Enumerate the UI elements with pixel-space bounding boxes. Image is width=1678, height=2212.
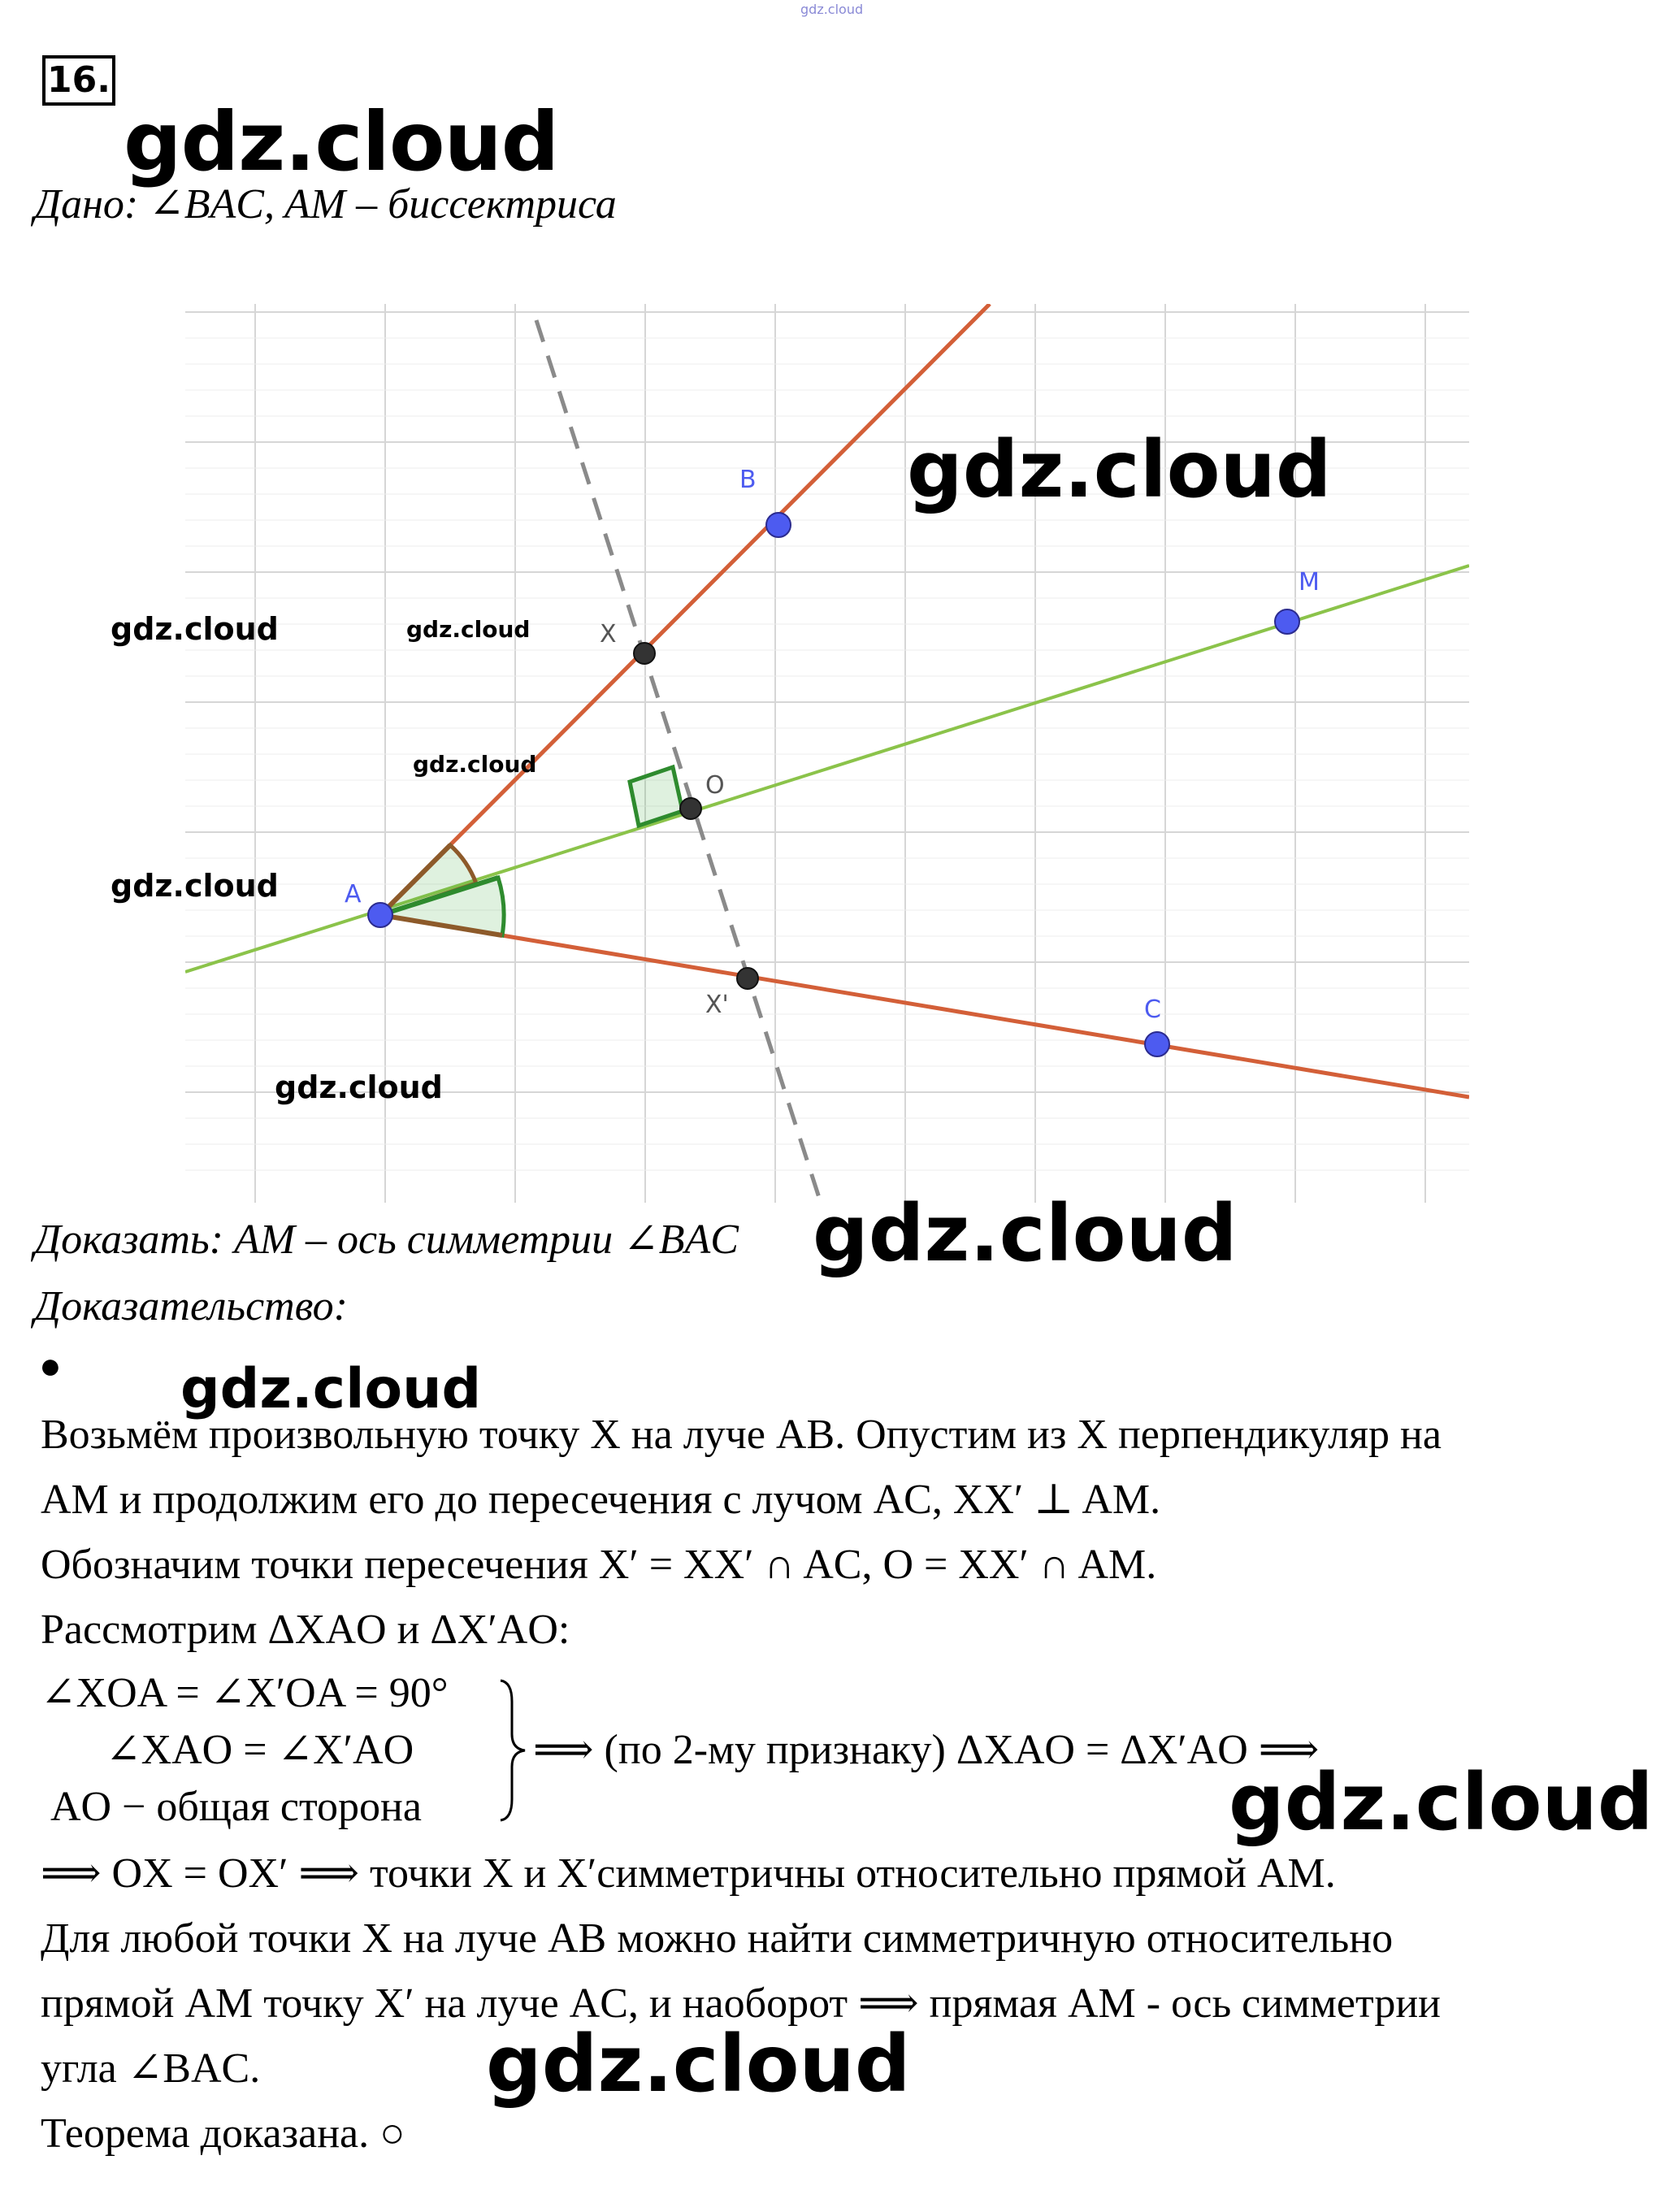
label-x: X: [600, 620, 617, 648]
system-line-2: ∠XAO = ∠X′AO: [106, 1727, 414, 1773]
point-a: [368, 903, 392, 927]
proof-line-2: AM и продолжим его до пересечения с лучом AC, XX′ ⊥ AM.: [41, 1477, 1161, 1523]
label-c: C: [1144, 995, 1161, 1024]
watermark-10: gdz.cloud: [1229, 1757, 1654, 1848]
system-result: ⟹ (по 2-му признаку) ΔXAO = ΔX′AO ⟹: [533, 1727, 1320, 1773]
watermark-4: gdz.cloud: [406, 616, 531, 643]
system-brace: [497, 1677, 530, 1824]
theorem-proved: Теорема доказана. ○: [41, 2110, 405, 2157]
top-watermark: gdz.cloud: [800, 2, 864, 17]
watermark-1: gdz.cloud: [124, 94, 559, 189]
point-o: [680, 798, 701, 819]
line-xx-perpendicular: [536, 320, 821, 1203]
proof-line-3: Обозначим точки пересечения X′ = XX′ ∩ AC, O = XX′ ∩ AM.: [41, 1542, 1157, 1588]
watermark-5: gdz.cloud: [413, 751, 537, 778]
ray-ab: [380, 304, 990, 915]
conclusion-line-4: угла ∠BAC.: [41, 2045, 261, 2092]
prove-line: [34, 1216, 739, 1264]
given-line: [34, 180, 617, 229]
watermark-2: gdz.cloud: [907, 424, 1332, 515]
point-c: [1145, 1032, 1169, 1056]
point-b: [766, 513, 791, 537]
point-x: [634, 643, 655, 664]
given-text: : ∠BAC, AM – биссектриса: [124, 181, 617, 228]
proof-line-1: Возьмём произвольную точку X на луче AB. Опустим из X перпендикуляр на: [41, 1412, 1442, 1458]
ray-ac: [380, 915, 1469, 1097]
label-xp: X': [705, 991, 729, 1019]
label-b: B: [739, 466, 757, 494]
prove-text: : AM – ось симметрии ∠BAC: [209, 1217, 739, 1263]
system-line-1: ∠XOA = ∠X′OA = 90°: [41, 1670, 449, 1716]
watermark-11: gdz.cloud: [486, 2019, 911, 2110]
label-o: O: [705, 771, 725, 800]
watermark-3: gdz.cloud: [111, 611, 279, 647]
problem-number: 16.: [42, 55, 115, 106]
proof-label: Доказательство:: [34, 1283, 348, 1329]
conclusion-line-2: Для любой точки X на луче AB можно найти симметричную относительно: [41, 1915, 1394, 1962]
proof-line-4: Рассмотрим ΔXAO и ΔX′AO:: [41, 1607, 570, 1653]
label-a: A: [345, 880, 362, 909]
point-m: [1275, 609, 1299, 634]
point-xp: [737, 968, 758, 989]
watermark-7: gdz.cloud: [275, 1069, 443, 1105]
system-line-3: AO − общая сторона: [50, 1784, 422, 1830]
watermark-6: gdz.cloud: [111, 868, 279, 904]
watermark-9: gdz.cloud: [180, 1357, 482, 1421]
bullet: ●: [39, 1345, 62, 1386]
label-m: M: [1299, 568, 1320, 596]
conclusion-line-3: прямой AM точку X′ на луче AC, и наоборот ⟹ прямая AM - ось симметрии: [41, 1980, 1441, 2027]
conclusion-line-1: ⟹ OX = OX′ ⟹ точки X и X′симметричны относительно прямой AM.: [41, 1850, 1336, 1897]
prove-label: Доказать: [34, 1217, 210, 1263]
given-label: Дано: [34, 181, 124, 228]
watermark-8: gdz.cloud: [813, 1188, 1238, 1279]
